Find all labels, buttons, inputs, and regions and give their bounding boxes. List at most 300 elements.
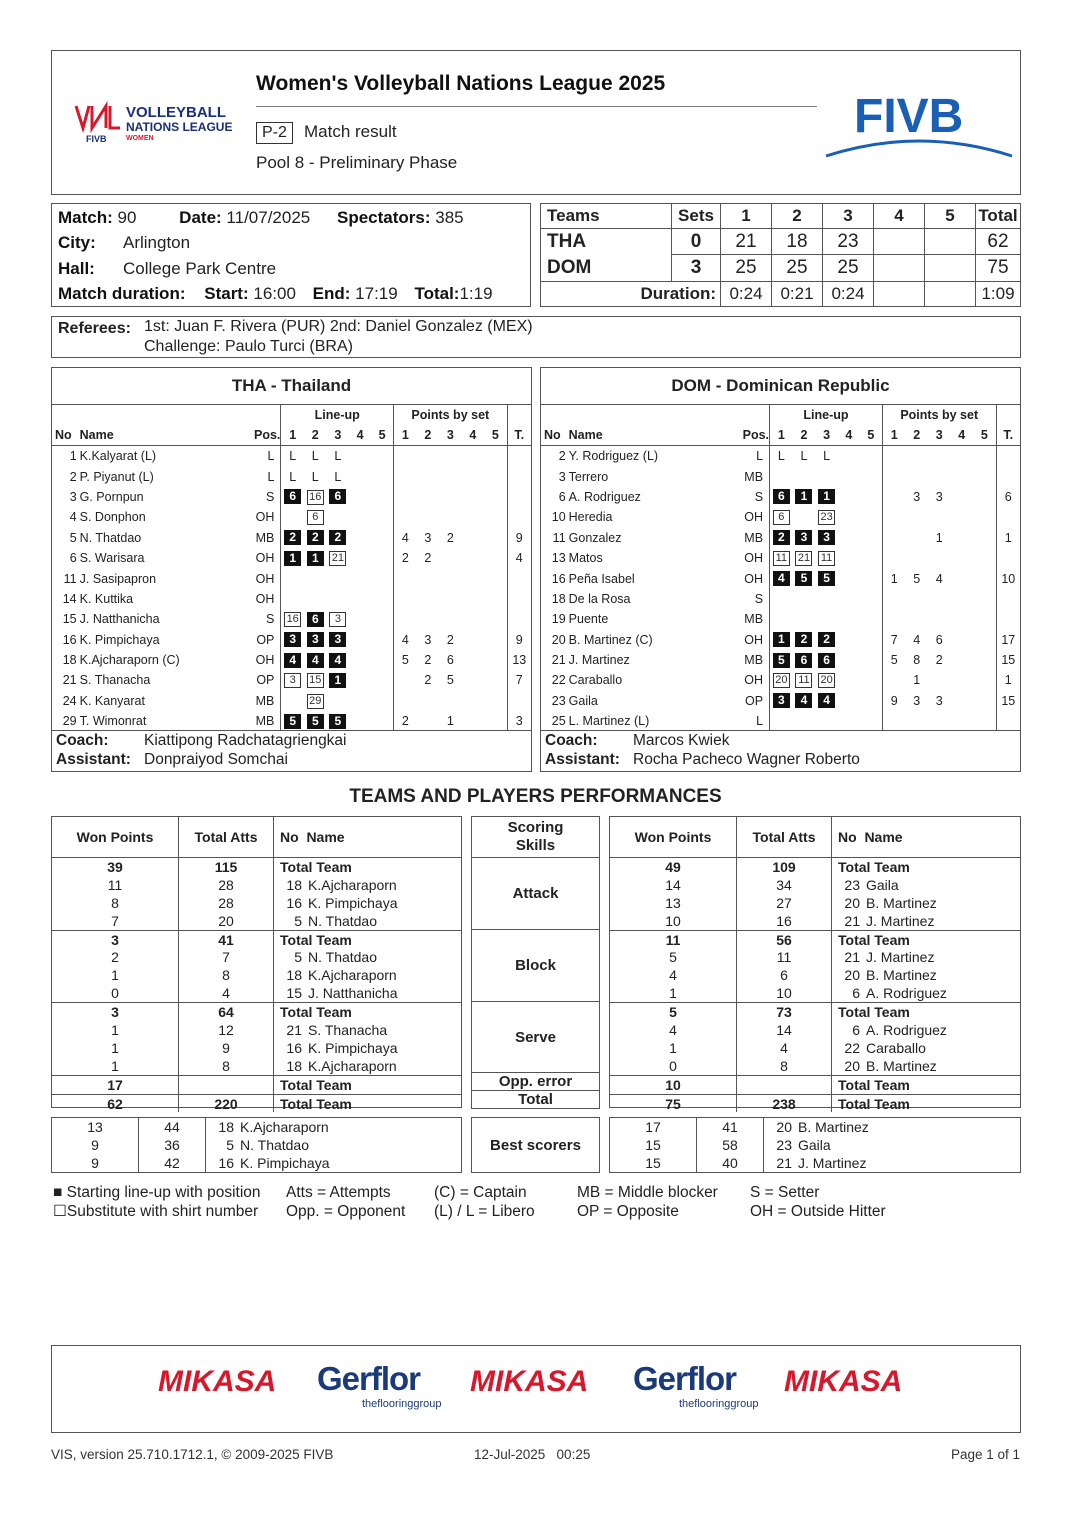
lineup-cell (349, 670, 371, 690)
player-name: A. Rodriguez (866, 985, 947, 1002)
starting-position: 4 (773, 571, 790, 586)
player-position: MB (744, 530, 764, 545)
set-points (394, 691, 417, 711)
lineup-cell (281, 446, 304, 467)
set-points (951, 568, 974, 588)
player-stat-row (610, 912, 1020, 930)
lineup-cell (327, 589, 350, 609)
player-cell (832, 1094, 1021, 1112)
player-name: J. Natthanicha (308, 985, 398, 1002)
player-name: Matos (568, 551, 603, 566)
roster-table (52, 405, 531, 731)
lineup-cell (371, 446, 393, 467)
player-stat-row (52, 1057, 461, 1075)
lineup-cell (770, 650, 793, 670)
player-cell (832, 1057, 1021, 1075)
lineup-cell (770, 528, 793, 548)
lineup-cell (327, 568, 350, 588)
lineup-cell (838, 487, 860, 507)
set-points (882, 446, 905, 467)
starting-position: 1 (818, 489, 835, 504)
lineup-cell (349, 487, 371, 507)
player-total-points: 6 (996, 487, 1020, 507)
roster-title: DOM - Dominican Republic (541, 368, 1020, 405)
player-cell (274, 966, 462, 984)
coach-box (541, 730, 1020, 771)
player-row (541, 487, 1020, 507)
set-points (928, 609, 951, 629)
player-position: OH (744, 673, 764, 688)
player-cell (764, 1154, 1021, 1172)
score-header-set2: 2 (772, 204, 823, 229)
set-points (484, 691, 507, 711)
gerflor-tagline: theflooringgroup (679, 1398, 759, 1410)
player-name: S. Thanacha (308, 1021, 388, 1038)
roster-subheader-row (541, 425, 1020, 446)
total-attempts: 109 (737, 858, 832, 876)
substitute-number: 3 (284, 673, 301, 688)
player-number: 6 (852, 1021, 860, 1038)
skill-serve: Serve (471, 1001, 600, 1073)
substitute-number: 20 (773, 673, 790, 688)
player-name: N. Thatdao (79, 530, 142, 545)
set-points (417, 466, 440, 486)
libero-mark: L (823, 449, 831, 464)
set-points: 1 (935, 530, 943, 545)
score-header-sets: Sets (672, 204, 721, 229)
footer-page: Page 1 of 1 (950, 1447, 1020, 1462)
set-points (973, 670, 996, 690)
start-label: Start: (204, 284, 249, 303)
player-cell (832, 948, 1021, 966)
mikasa-logo: MIKASA (470, 1365, 589, 1398)
legend-item: OH = Outside Hitter (750, 1203, 886, 1220)
team-code: DOM (541, 255, 672, 281)
player-total-points: 9 (507, 630, 531, 650)
lineup-cell (815, 650, 838, 670)
set-points (417, 568, 440, 588)
lineup-cell (793, 487, 816, 507)
player-total-points (996, 711, 1020, 731)
starting-position: 5 (795, 571, 812, 586)
lineup-set-header: 1 (281, 425, 304, 446)
won-points: 10 (610, 912, 737, 930)
spectators-label: Spectators: (336, 208, 431, 227)
total-header: T. (507, 425, 531, 446)
player-cell (274, 984, 462, 1002)
start-time: 16:00 (253, 284, 296, 303)
lineup-cell (304, 446, 327, 467)
player-number: 20 (776, 1118, 792, 1135)
set-points (951, 487, 974, 507)
lineup-cell (281, 609, 304, 629)
assistant-name: Rocha Pacheco Wagner Roberto (633, 751, 860, 768)
player-number: 21 (844, 949, 860, 966)
player-name: Total Team (280, 1095, 352, 1112)
player-position: OH (744, 632, 764, 647)
player-name: K. Kuttika (79, 591, 134, 606)
lineup-cell (860, 609, 883, 629)
set-duration-label: Duration: (541, 281, 721, 306)
set-score: 23 (823, 229, 874, 255)
team-total-row (52, 1094, 461, 1112)
set-points: 2 (394, 711, 417, 731)
set-points (484, 711, 507, 731)
lineup-cell (793, 609, 816, 629)
lineup-header: Line-up (281, 405, 394, 425)
total-attempts: 27 (737, 894, 832, 912)
legend-item: MB = Middle blocker (577, 1184, 718, 1201)
team-total-row (610, 858, 1020, 876)
player-number: 11 (552, 530, 566, 545)
set-points (951, 466, 974, 486)
lineup-cell (304, 589, 327, 609)
set-points (973, 568, 996, 588)
starting-position: 4 (307, 653, 324, 668)
points-set-header: 1 (882, 425, 905, 446)
set-points: 3 (913, 693, 921, 708)
player-total-points (507, 568, 531, 588)
player-row (541, 630, 1020, 650)
no-name-header: No Name (274, 817, 462, 858)
player-number: 16 (551, 571, 566, 586)
set-points (905, 466, 928, 486)
set-points (951, 691, 974, 711)
set-points: 4 (913, 632, 921, 647)
lineup-cell (304, 650, 327, 670)
sets-won: 3 (672, 255, 721, 281)
player-number: 15 (62, 612, 77, 627)
player-name: Y. Rodriguez (L) (568, 449, 659, 464)
player-cell (832, 912, 1021, 930)
score-row-dom (541, 255, 1021, 281)
set-points (951, 589, 974, 609)
lineup-cell (327, 487, 350, 507)
total-attempts: 115 (179, 858, 274, 876)
player-name: Total Team (838, 931, 910, 948)
no-name-header: No Name (832, 817, 1021, 858)
player-cell (832, 1003, 1021, 1021)
player-row (52, 691, 531, 711)
player-stat-row (52, 1021, 461, 1039)
player-number: 6 (69, 551, 77, 566)
set-score (925, 255, 976, 281)
player-number: 18 (286, 876, 302, 893)
lineup-cell (815, 548, 838, 568)
lineup-cell (793, 568, 816, 588)
player-number: 21 (776, 1154, 792, 1171)
title-divider (256, 106, 817, 107)
lineup-cell (860, 528, 883, 548)
set-points: 2 (424, 673, 432, 688)
player-row (52, 507, 531, 527)
set-points (417, 691, 440, 711)
roster-header-blank (996, 405, 1020, 425)
total-attempts: 8 (737, 1057, 832, 1075)
set-points (882, 670, 905, 690)
total-attempts: 44 (139, 1118, 206, 1136)
won-points: 3 (52, 930, 179, 948)
vnl-logo (74, 100, 244, 148)
won-points: 1 (52, 1057, 179, 1075)
lineup-cell (304, 568, 327, 588)
player-number: 29 (62, 714, 77, 729)
score-row-tha (541, 229, 1021, 255)
total-attempts: 28 (179, 894, 274, 912)
player-number: 14 (62, 591, 77, 606)
total-attempts: 4 (179, 984, 274, 1002)
player-number: 16 (62, 632, 77, 647)
set-points (905, 548, 928, 568)
set-score: 21 (721, 229, 772, 255)
player-total-points: 7 (507, 670, 531, 690)
points-set-header: 2 (417, 425, 440, 446)
substitute-number: 11 (795, 673, 812, 688)
footer-printed: 12-Jul-2025 00:25 (474, 1447, 591, 1462)
player-position: S (266, 489, 275, 504)
lineup-cell (793, 589, 816, 609)
player-stat-row (610, 948, 1020, 966)
lineup-cell (327, 507, 350, 527)
player-position: L (756, 714, 764, 729)
set-points (394, 568, 417, 588)
player-name: Caraballo (866, 1039, 926, 1056)
lineup-cell (860, 466, 883, 486)
set-score (874, 229, 925, 255)
set-points (928, 466, 951, 486)
set-points (951, 446, 974, 467)
player-number: 22 (844, 1039, 860, 1056)
won-points: 7 (52, 912, 179, 930)
won-points: 1 (610, 1039, 737, 1057)
legend-col-3 (434, 1183, 535, 1221)
set-points (439, 589, 462, 609)
total-attempts: 58 (697, 1136, 764, 1154)
lineup-cell (815, 609, 838, 629)
player-cell (274, 1094, 462, 1112)
footer-version: VIS, version 25.710.1712.1, © 2009-2025 FIVB (51, 1447, 334, 1462)
won-points: 14 (610, 876, 737, 894)
set-score: 25 (721, 255, 772, 281)
player-name: K.Ajcharaporn (C) (79, 653, 180, 668)
player-cell (764, 1136, 1021, 1154)
set-points: 5 (913, 571, 921, 586)
assistant-label: Assistant: (545, 751, 620, 768)
lineup-cell (327, 711, 350, 731)
total-atts-header: Total Atts (179, 817, 274, 858)
lineup-cell (815, 466, 838, 486)
won-points: 2 (52, 948, 179, 966)
player-stat-row (610, 1021, 1020, 1039)
performance-header-row (52, 817, 461, 858)
player-stat-row (610, 1136, 1020, 1154)
set-points (394, 589, 417, 609)
lineup-cell (281, 528, 304, 548)
roster-table (541, 405, 1020, 731)
roster-header-blank (52, 405, 281, 425)
referees-line2: Challenge: Paulo Turci (BRA) (144, 338, 353, 355)
won-points: 62 (52, 1094, 179, 1112)
set-points (951, 650, 974, 670)
performance-rows (52, 1118, 461, 1172)
player-name: A. Rodriguez (568, 489, 641, 504)
player-total-points (996, 466, 1020, 486)
player-stat-row (52, 948, 461, 966)
lineup-cell (838, 528, 860, 548)
player-position: OH (744, 551, 764, 566)
legend-col-4 (577, 1183, 718, 1221)
set-points: 9 (882, 691, 905, 711)
lineup-cell (770, 670, 793, 690)
won-points-header: Won Points (52, 817, 179, 858)
player-number: 21 (551, 653, 566, 668)
lineup-cell (327, 609, 350, 629)
player-name: J. Natthanicha (79, 612, 160, 627)
player-number: 21 (286, 1021, 302, 1038)
player-number: 5 (294, 912, 302, 929)
player-number: 3 (558, 469, 566, 484)
player-row (52, 528, 531, 548)
lineup-cell (860, 650, 883, 670)
player-name: J. Martinez (798, 1154, 867, 1171)
starting-position: 6 (795, 653, 812, 668)
skill-block: Block (471, 929, 600, 1002)
player-row (541, 609, 1020, 629)
name-header: Name (569, 425, 715, 446)
won-points: 8 (52, 894, 179, 912)
set-points: 6 (446, 653, 454, 668)
libero-mark: L (311, 469, 319, 484)
set-points (394, 466, 417, 486)
set-points: 2 (935, 653, 943, 668)
lineup-cell (793, 548, 816, 568)
total-attempts: 36 (139, 1136, 206, 1154)
lineup-cell (349, 548, 371, 568)
player-name: G. Pornpun (79, 489, 144, 504)
set-score: 18 (772, 229, 823, 255)
set-points (394, 670, 417, 690)
libero-mark: L (800, 449, 808, 464)
starting-position: 5 (307, 714, 324, 729)
performances-title: TEAMS AND PLAYERS PERFORMANCES (349, 786, 722, 807)
date-label: Date: (179, 208, 222, 227)
libero-mark: L (289, 469, 297, 484)
total-attempts: 34 (737, 876, 832, 894)
player-name: K. Pimpichaya (240, 1154, 330, 1171)
player-number: 20 (844, 894, 860, 911)
lineup-cell (838, 589, 860, 609)
player-name: De la Rosa (568, 591, 631, 606)
score-header-set5: 5 (925, 204, 976, 229)
lineup-cell (281, 568, 304, 588)
set-points (905, 507, 928, 527)
coach-name: Marcos Kwiek (633, 732, 730, 749)
player-number: 18 (551, 591, 566, 606)
total-attempts: 28 (179, 876, 274, 894)
gerflor-logo: Gerflor (633, 1360, 737, 1397)
total-points: 75 (976, 255, 1021, 281)
lineup-cell (281, 711, 304, 731)
total-attempts: 8 (179, 1057, 274, 1075)
player-name: B. Martinez (866, 967, 937, 984)
set-points (973, 589, 996, 609)
duration-label: Match duration: (58, 284, 186, 303)
player-row (541, 446, 1020, 467)
set-points: 7 (882, 630, 905, 650)
lineup-set-header: 5 (860, 425, 883, 446)
total-attempts: 56 (737, 930, 832, 948)
set-points (882, 528, 905, 548)
libero-mark: L (289, 449, 297, 464)
lineup-cell (371, 650, 393, 670)
total-attempts: 6 (737, 966, 832, 984)
total-attempts: 14 (737, 1021, 832, 1039)
lineup-cell (815, 446, 838, 467)
player-stat-row (610, 1057, 1020, 1075)
libero-mark: L (334, 469, 342, 484)
gerflor-tagline: theflooringgroup (362, 1398, 442, 1410)
set-points (462, 528, 485, 548)
set-points: 5 (446, 673, 454, 688)
set-points (882, 507, 905, 527)
set-points (462, 711, 485, 731)
player-row (541, 650, 1020, 670)
set-points (882, 711, 905, 731)
set-points (484, 487, 507, 507)
starting-position: 3 (284, 632, 301, 647)
total-duration: 1:09 (976, 281, 1021, 306)
lineup-cell (815, 630, 838, 650)
referees-box (51, 316, 1021, 358)
set-points (882, 487, 905, 507)
legend-item: Opp. = Opponent (286, 1203, 406, 1220)
starting-position: 4 (284, 653, 301, 668)
end-label: End: (312, 284, 351, 303)
player-stat-row (52, 1154, 461, 1172)
points-set-header: 5 (973, 425, 996, 446)
player-number: 2 (69, 469, 77, 484)
lineup-header: Line-up (770, 405, 883, 425)
mikasa-logo: MIKASA (784, 1365, 903, 1398)
player-name: Caraballo (568, 673, 623, 688)
set-points (462, 670, 485, 690)
player-row (52, 670, 531, 690)
total-attempts: 4 (737, 1039, 832, 1057)
set-points (484, 630, 507, 650)
set-points (484, 507, 507, 527)
set-points (928, 507, 951, 527)
document-title: Match result (304, 122, 397, 141)
starting-position: 4 (795, 693, 812, 708)
player-name: N. Thatdao (240, 1136, 310, 1153)
set-points: 4 (394, 630, 417, 650)
player-total-points: 1 (996, 528, 1020, 548)
lineup-cell (815, 670, 838, 690)
team-total-row (610, 1003, 1020, 1021)
lineup-cell (371, 670, 393, 690)
substitute-number: 6 (773, 510, 790, 525)
set-points (484, 609, 507, 629)
player-name: Total Team (838, 1004, 910, 1021)
set-points (973, 446, 996, 467)
lineup-cell (770, 548, 793, 568)
total-label: Total: (414, 284, 460, 303)
player-name: Heredia (568, 510, 613, 525)
player-cell (274, 1075, 462, 1094)
starting-position: 6 (284, 489, 301, 504)
player-row (52, 548, 531, 568)
performance-rows (610, 817, 1020, 1112)
